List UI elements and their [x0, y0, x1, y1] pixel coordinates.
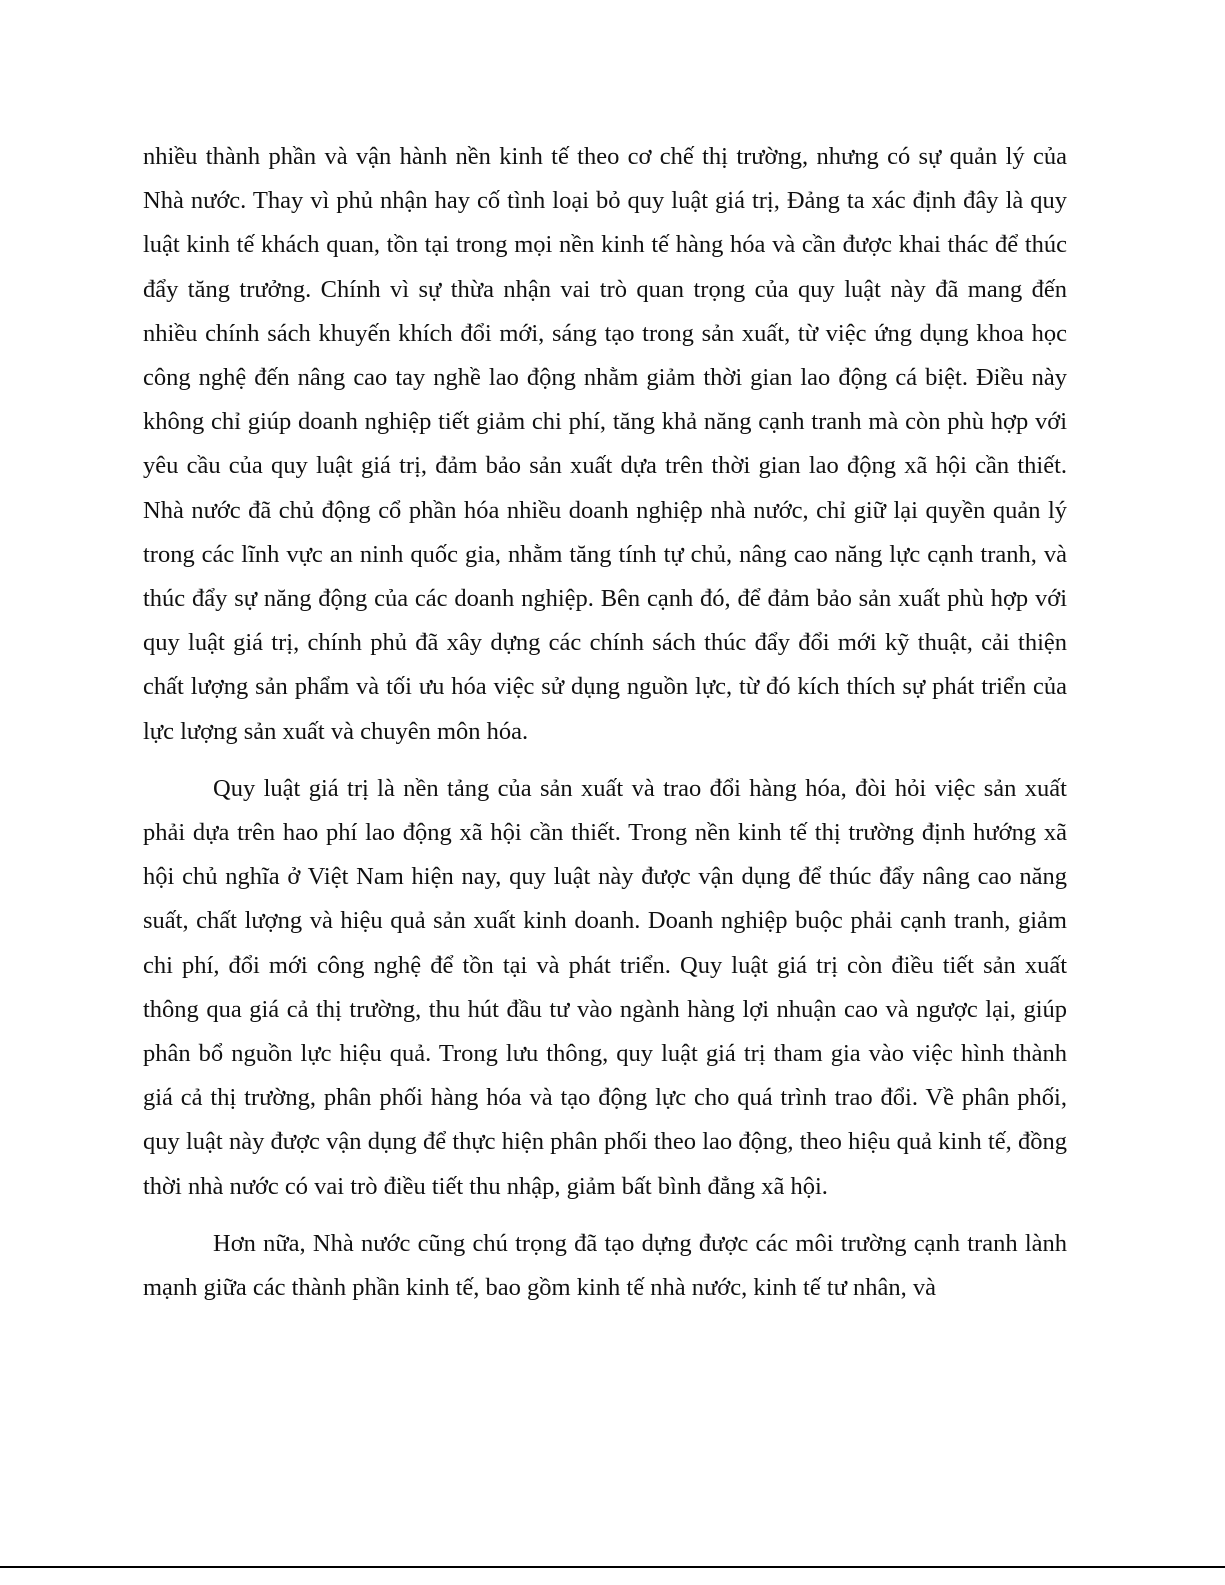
paragraph-2: Quy luật giá trị là nền tảng của sản xuất và trao đổi hàng hóa, đòi hỏi việc sản xuất phải dựa trên hao phí lao động xã hội cần thiết. Trong nền kinh tế thị trường định hướng xã hội chủ nghĩa ở Việt Nam hiện nay, quy luật này được vận dụng để thúc đẩy nâng cao năng suất, chất lượng và hiệu quả sản xuất kinh doanh. Doanh nghiệp buộc phải cạnh tranh, giảm chi phí, đổi mới công nghệ để tồn tại và phát triển. Quy luật giá trị còn điều tiết sản xuất thông qua giá cả thị trường, thu hút đầu tư vào ngành hàng lợi nhuận cao và ngược lại, giúp phân bổ nguồn lực hiệu quả. Trong lưu thông, quy luật giá trị tham gia vào việc hình thành giá cả thị trường, phân phối hàng hóa và tạo động lực cho quá trình trao đổi. Về phân phối, quy luật này được vận dụng để thực hiện phân phối theo lao động, theo hiệu quả kinh tế, đồng thời nhà nước có vai trò điều tiết thu nhập, giảm bất bình đẳng xã hội.: [143, 774, 1067, 1200]
paragraph-3: Hơn nữa, Nhà nước cũng chú trọng đã tạo dựng được các môi trường cạnh tranh lành mạnh giữa các thành phần kinh tế, bao gồm kinh tế nhà nước, kinh tế tư nhân, và: [143, 1229, 1067, 1302]
bottom-border-line: [0, 1566, 1225, 1568]
paragraph-1: nhiều thành phần và vận hành nền kinh tế theo cơ chế thị trường, nhưng có sự quản lý của Nhà nước. Thay vì phủ nhận hay cố tình loại bỏ quy luật giá trị, Đảng ta xác định đây là quy luật kinh tế khách quan, tồn tại trong mọi nền kinh tế hàng hóa và cần được khai thác để thúc đẩy tăng trưởng. Chính vì sự thừa nhận vai trò quan trọng của quy luật này đã mang đến nhiều chính sách khuyến khích đổi mới, sáng tạo trong sản xuất, từ việc ứng dụng khoa học công nghệ đến nâng cao tay nghề lao động nhằm giảm thời gian lao động cá biệt. Điều này không chỉ giúp doanh nghiệp tiết giảm chi phí, tăng khả năng cạnh tranh mà còn phù hợp với yêu cầu của quy luật giá trị, đảm bảo sản xuất dựa trên thời gian lao động xã hội cần thiết. Nhà nước đã chủ động cổ phần hóa nhiều doanh nghiệp nhà nước, chỉ giữ lại quyền quản lý trong các lĩnh vực an ninh quốc gia, nhằm tăng tính tự chủ, nâng cao năng lực cạnh tranh, và thúc đẩy sự năng động của các doanh nghiệp. Bên cạnh đó, để đảm bảo sản xuất phù hợp với quy luật giá trị, chính phủ đã xây dựng các chính sách thúc đẩy đổi mới kỹ thuật, cải thiện chất lượng sản phẩm và tối ưu hóa việc sử dụng nguồn lực, từ đó kích thích sự phát triển của lực lượng sản xuất và chuyên môn hóa.: [143, 143, 1067, 745]
document-body: [143, 135, 1067, 1310]
